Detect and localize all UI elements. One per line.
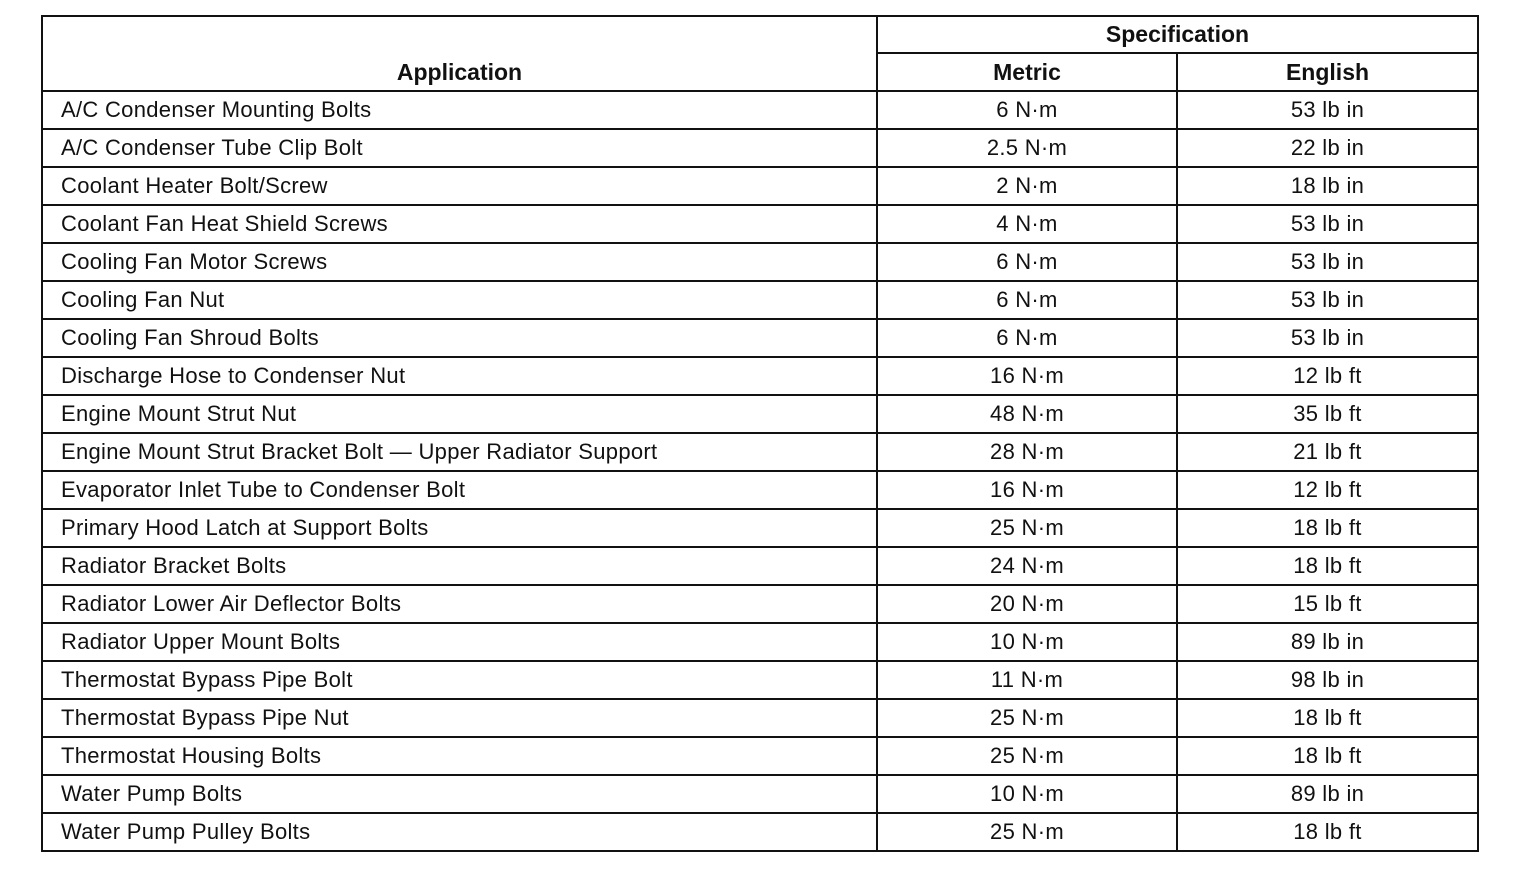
table-row xyxy=(42,357,1478,395)
torque-spec-table xyxy=(41,15,1479,852)
metric-cell: 6 N·m xyxy=(877,243,1177,281)
metric-header: Metric xyxy=(877,53,1177,91)
metric-cell: 11 N·m xyxy=(877,661,1177,699)
english-cell: 53 lb in xyxy=(1177,205,1478,243)
english-cell: 12 lb ft xyxy=(1177,357,1478,395)
metric-cell: 6 N·m xyxy=(877,91,1177,129)
table-row xyxy=(42,775,1478,813)
english-cell: 12 lb ft xyxy=(1177,471,1478,509)
english-cell: 35 lb ft xyxy=(1177,395,1478,433)
english-cell: 53 lb in xyxy=(1177,91,1478,129)
table-row xyxy=(42,91,1478,129)
metric-cell: 16 N·m xyxy=(877,471,1177,509)
metric-cell: 24 N·m xyxy=(877,547,1177,585)
english-cell: 21 lb ft xyxy=(1177,433,1478,471)
english-cell: 98 lb in xyxy=(1177,661,1478,699)
metric-cell: 10 N·m xyxy=(877,623,1177,661)
application-cell: Radiator Bracket Bolts xyxy=(42,547,877,585)
application-cell: Thermostat Bypass Pipe Nut xyxy=(42,699,877,737)
application-cell: Coolant Heater Bolt/Screw xyxy=(42,167,877,205)
table-row xyxy=(42,623,1478,661)
metric-cell: 10 N·m xyxy=(877,775,1177,813)
english-cell: 15 lb ft xyxy=(1177,585,1478,623)
table-row xyxy=(42,129,1478,167)
table-row xyxy=(42,205,1478,243)
metric-cell: 28 N·m xyxy=(877,433,1177,471)
application-cell: Water Pump Bolts xyxy=(42,775,877,813)
table-row xyxy=(42,509,1478,547)
table-row xyxy=(42,433,1478,471)
application-cell: Coolant Fan Heat Shield Screws xyxy=(42,205,877,243)
application-cell: A/C Condenser Tube Clip Bolt xyxy=(42,129,877,167)
metric-cell: 25 N·m xyxy=(877,699,1177,737)
metric-cell: 48 N·m xyxy=(877,395,1177,433)
english-cell: 53 lb in xyxy=(1177,319,1478,357)
table-row xyxy=(42,167,1478,205)
metric-cell: 6 N·m xyxy=(877,319,1177,357)
metric-cell: 2 N·m xyxy=(877,167,1177,205)
table-row xyxy=(42,661,1478,699)
table-row xyxy=(42,395,1478,433)
application-header: Application xyxy=(42,16,877,91)
metric-cell: 2.5 N·m xyxy=(877,129,1177,167)
table-row xyxy=(42,471,1478,509)
application-cell: Cooling Fan Motor Screws xyxy=(42,243,877,281)
application-cell: Radiator Upper Mount Bolts xyxy=(42,623,877,661)
application-cell: Radiator Lower Air Deflector Bolts xyxy=(42,585,877,623)
metric-cell: 6 N·m xyxy=(877,281,1177,319)
table-row xyxy=(42,281,1478,319)
application-cell: Discharge Hose to Condenser Nut xyxy=(42,357,877,395)
application-cell: Evaporator Inlet Tube to Condenser Bolt xyxy=(42,471,877,509)
table-row xyxy=(42,699,1478,737)
application-cell: Thermostat Bypass Pipe Bolt xyxy=(42,661,877,699)
metric-cell: 4 N·m xyxy=(877,205,1177,243)
english-header: English xyxy=(1177,53,1478,91)
english-cell: 18 lb ft xyxy=(1177,813,1478,851)
header-row-top xyxy=(42,16,1478,53)
application-cell: Water Pump Pulley Bolts xyxy=(42,813,877,851)
specification-header: Specification xyxy=(877,16,1478,53)
table-row xyxy=(42,319,1478,357)
application-cell: Engine Mount Strut Bracket Bolt — Upper Radiator Support xyxy=(42,433,877,471)
english-cell: 53 lb in xyxy=(1177,243,1478,281)
english-cell: 89 lb in xyxy=(1177,775,1478,813)
application-cell: Primary Hood Latch at Support Bolts xyxy=(42,509,877,547)
english-cell: 18 lb in xyxy=(1177,167,1478,205)
english-cell: 18 lb ft xyxy=(1177,737,1478,775)
application-cell: A/C Condenser Mounting Bolts xyxy=(42,91,877,129)
table-body xyxy=(42,91,1478,851)
metric-cell: 16 N·m xyxy=(877,357,1177,395)
application-cell: Engine Mount Strut Nut xyxy=(42,395,877,433)
english-cell: 18 lb ft xyxy=(1177,509,1478,547)
metric-cell: 25 N·m xyxy=(877,509,1177,547)
application-cell: Cooling Fan Shroud Bolts xyxy=(42,319,877,357)
table-row xyxy=(42,813,1478,851)
table-row xyxy=(42,737,1478,775)
metric-cell: 20 N·m xyxy=(877,585,1177,623)
english-cell: 22 lb in xyxy=(1177,129,1478,167)
table-row xyxy=(42,243,1478,281)
table-row xyxy=(42,585,1478,623)
application-cell: Cooling Fan Nut xyxy=(42,281,877,319)
metric-cell: 25 N·m xyxy=(877,813,1177,851)
metric-cell: 25 N·m xyxy=(877,737,1177,775)
english-cell: 89 lb in xyxy=(1177,623,1478,661)
english-cell: 18 lb ft xyxy=(1177,547,1478,585)
english-cell: 53 lb in xyxy=(1177,281,1478,319)
table-row xyxy=(42,547,1478,585)
table-header xyxy=(42,16,1478,91)
english-cell: 18 lb ft xyxy=(1177,699,1478,737)
application-cell: Thermostat Housing Bolts xyxy=(42,737,877,775)
